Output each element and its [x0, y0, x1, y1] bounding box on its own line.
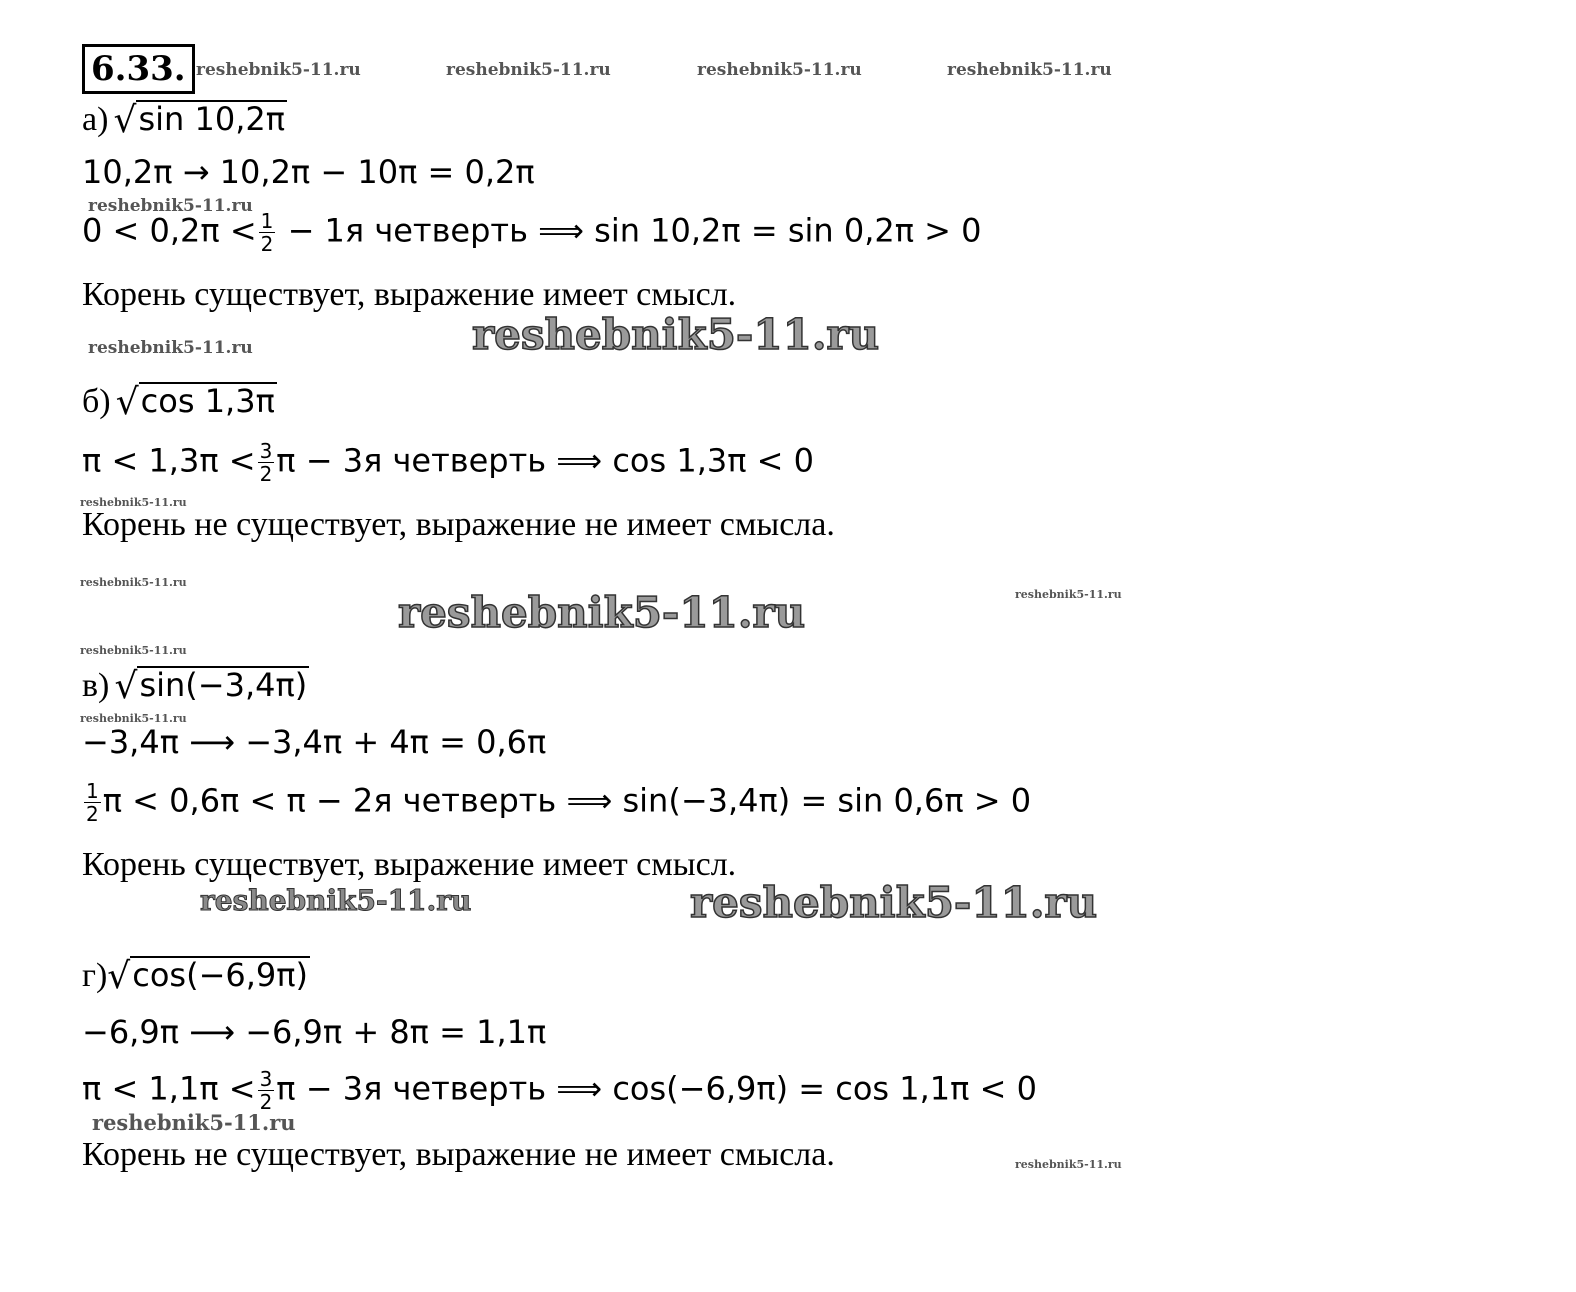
part-b-header: [82, 380, 277, 421]
part-v-reduction: −3,4π ⟶ −3,4π + 4π = 0,6π: [82, 723, 547, 761]
problem-number: 6.33.: [82, 44, 195, 94]
part-label: а): [82, 101, 109, 138]
fraction: $\frac{1}{2}$: [260, 209, 274, 256]
watermark: reshebnik5-11.ru: [1015, 588, 1122, 601]
fraction: $\frac{3}{2}$: [259, 1067, 273, 1114]
part-g-header: [82, 954, 310, 995]
watermark: reshebnik5-11.ru: [697, 60, 862, 80]
part-b-conclusion: Корень не существует, выражение не имеет смысла.: [82, 506, 835, 543]
watermark: reshebnik5-11.ru: [1015, 1158, 1122, 1171]
part-a-quarter: 0 < 0,2π < $\frac{1}{2}$ − 1я четверть ⟹ sin 10,2π = sin 0,2π > 0: [82, 209, 982, 256]
sqrt-expression: √cos 1,3π: [115, 382, 275, 423]
watermark: reshebnik5-11.ru: [398, 588, 806, 637]
watermark: reshebnik5-11.ru: [690, 878, 1098, 927]
fraction: $\frac{1}{2}$: [86, 779, 99, 826]
part-v-conclusion: Корень существует, выражение имеет смысл.: [82, 846, 737, 883]
part-v-header: [82, 664, 309, 705]
part-a-header: [82, 98, 287, 139]
fraction: $\frac{3}{2}$: [259, 439, 273, 486]
part-g-conclusion: Корень не существует, выражение не имеет смысла.: [82, 1136, 835, 1173]
watermark: reshebnik5-11.ru: [947, 60, 1112, 80]
watermark: reshebnik5-11.ru: [472, 310, 880, 359]
watermark: reshebnik5-11.ru: [80, 576, 187, 589]
watermark: reshebnik5-11.ru: [80, 496, 187, 509]
part-label: б): [82, 383, 111, 420]
part-b-quarter: π < 1,3π < $\frac{3}{2}$ π − 3я четверть ⟹ cos 1,3π < 0: [82, 439, 814, 486]
part-g-reduction: −6,9π ⟶ −6,9π + 8π = 1,1π: [82, 1013, 547, 1051]
watermark: reshebnik5-11.ru: [80, 712, 187, 725]
part-a-reduction: 10,2π → 10,2π − 10π = 0,2π: [82, 153, 535, 191]
part-a-conclusion: Корень существует, выражение имеет смысл.: [82, 276, 737, 313]
watermark: reshebnik5-11.ru: [88, 196, 253, 216]
part-v-quarter: $\frac{1}{2}$ π < 0,6π < π − 2я четверть ⟹ sin(−3,4π) = sin 0,6π > 0: [86, 779, 1032, 826]
watermark: reshebnik5-11.ru: [88, 338, 253, 358]
part-label: г): [82, 957, 108, 994]
sqrt-expression: √sin(−3,4π): [114, 666, 308, 707]
watermark: reshebnik5-11.ru: [200, 884, 472, 917]
sqrt-expression: √sin 10,2π: [113, 100, 285, 141]
watermark: reshebnik5-11.ru: [446, 60, 611, 80]
part-g-quarter: π < 1,1π < $\frac{3}{2}$ π − 3я четверть ⟹ cos(−6,9π) = cos 1,1π < 0: [82, 1067, 1037, 1114]
watermark: reshebnik5-11.ru: [196, 60, 361, 80]
watermark: reshebnik5-11.ru: [80, 644, 187, 657]
sqrt-expression: √cos(−6,9π): [107, 956, 309, 997]
part-label: в): [82, 667, 110, 704]
watermark: reshebnik5-11.ru: [92, 1110, 296, 1135]
